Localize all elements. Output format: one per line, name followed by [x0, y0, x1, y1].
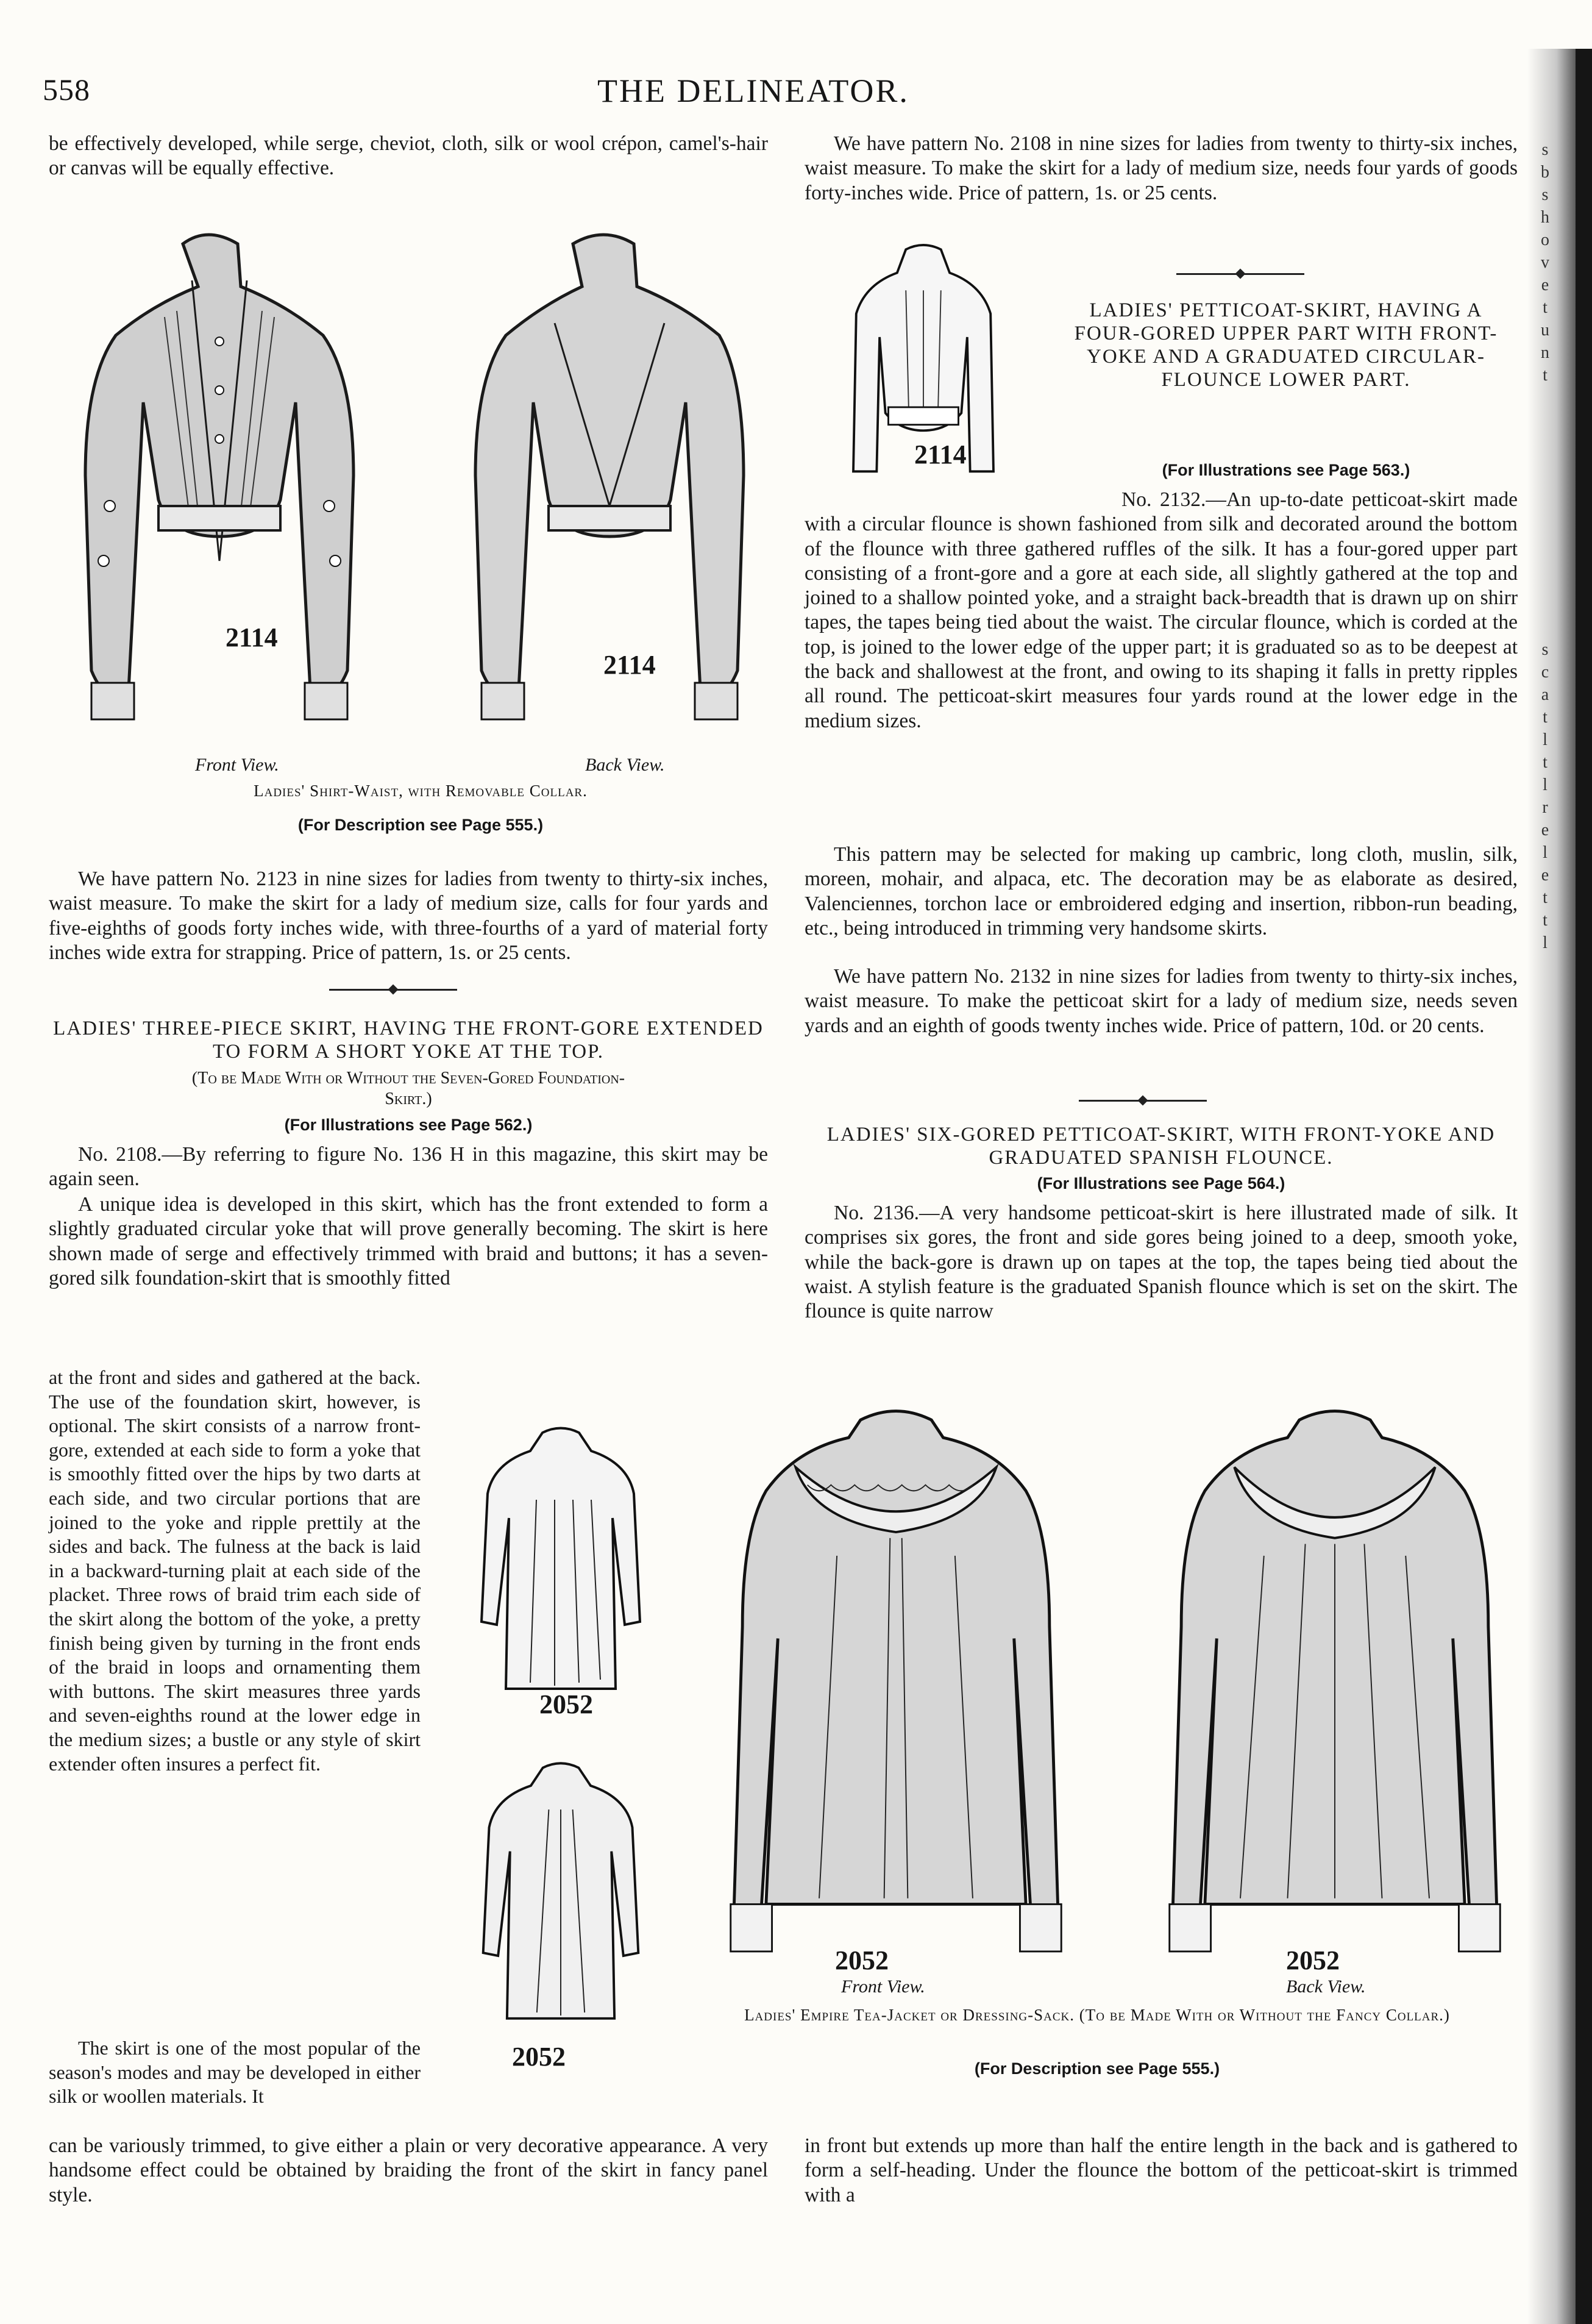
- tea-jacket-front-illustration: [713, 1402, 1079, 1969]
- margin-letter: u: [1541, 321, 1549, 340]
- shirt-waist-front-illustration: [49, 219, 390, 768]
- page-title: THE DELINEATOR.: [597, 73, 909, 109]
- margin-letter: l: [1543, 730, 1548, 749]
- tea-jacket-small-front-illustration: [469, 1420, 652, 1713]
- figure-label-2114-back: 2114: [603, 650, 656, 680]
- col1-intro-text: be effectively developed, while serge, cheviot, cloth, silk or wool crépon, camel's-hair or canvas will be equally effective.: [49, 132, 768, 180]
- note-2108: (For Illustrations see Page 562.): [284, 1116, 533, 1134]
- figure-label-2114-small: 2114: [914, 440, 967, 469]
- tea-jacket-back-illustration: [1152, 1402, 1518, 1969]
- margin-letter: e: [1541, 821, 1549, 839]
- para-2136: No. 2136.—A very handsome petticoat-skirt is here illustrated made of silk. It comprises six gores, the front and side gores being joined to a deep, smooth yoke, while the back-gore is drawn up on tapes at the top, the tapes being tied about the waist. A stylish feature is the graduated Spanish flounce which is set on the skirt. The flounce is quite narrow: [805, 1202, 1518, 1323]
- para-2108-b: A unique idea is developed in this skirt, which has the front extended to form a slightly graduated circular yoke that will prove generally becoming. The skirt is here shown made of serge and effectively trimmed with braid and buttons; it has a seven-gored silk foundation-skirt that is smoothly fitted: [49, 1193, 768, 1289]
- margin-letter: s: [1541, 140, 1549, 159]
- margin-bleed-letters-bottom: [1536, 640, 1554, 956]
- heading-2132: LADIES' PETTICOAT-SKIRT, HAVING A FOUR-GORED UPPER PART WITH FRONT-YOKE AND A GRADUATED CIRCULAR-FLOUNCE LOWER PART.: [1074, 299, 1498, 391]
- para-2132-b: This pattern may be selected for making up cambric, long cloth, muslin, silk, moreen, mohair, and alpaca, etc. The decoration may be as elaborate as desired, Valenciennes, torchon lace or embroidered edging and insertion, ribbon-run beading, etc., being introduced in trimming very handsome skirts.: [805, 843, 1518, 939]
- margin-bleed-letters-top: [1536, 140, 1554, 388]
- margin-letter: c: [1541, 663, 1549, 682]
- heading-2136: LADIES' SIX-GORED PETTICOAT-SKIRT, WITH FRONT-YOKE AND GRADUATED SPANISH FLOUNCE.: [826, 1124, 1496, 1169]
- para-2108-sizes: We have pattern No. 2108 in nine sizes for ladies from twenty to thirty-six inches, waist measure. To make the skirt for a lady of medium size, needs four yards of goods forty-inches wide. Price of pattern, 1s. or 25 cents.: [805, 132, 1518, 204]
- figure-label-2052-small-back: 2052: [512, 2042, 566, 2072]
- view-label-front: Front View.: [195, 755, 279, 775]
- page-number: 558: [43, 73, 90, 107]
- tea-jacket-small-back-illustration: [469, 1756, 652, 2042]
- note-2114: (For Description see Page 555.): [297, 816, 544, 834]
- note-2132: (For Illustrations see Page 563.): [1162, 461, 1410, 479]
- subheading-2108: (To be Made With or Without the Seven-Gored Foundation-Skirt.): [191, 1069, 625, 1108]
- margin-letter: v: [1541, 253, 1549, 272]
- margin-letter: t: [1543, 298, 1548, 317]
- margin-letter: t: [1543, 911, 1548, 930]
- para-2108-narrow: at the front and sides and gathered at the back. The use of the foundation skirt, however, is optional. The skirt consists of a narrow front-gore, extended at each side to form a yoke that is smoothly fitted over the hips by two darts at each side, and two circular portions that are joined to the yoke and ripple prettily at the sides and back. The fulness at the back is laid in a backward-turning plait at each side of the placket. Three rows of braid trim each side of the skirt along the bottom of the yoke, a pretty finish being given by turning in the front ends of the braid in loops and ornamenting them with buttons. The skirt measures three yards and seven-eighths round at the lower edge in the medium sizes; a bustle or any style of skirt extender often insures a perfect fit.: [49, 1366, 421, 1775]
- caption-2114: Ladies' Shirt-Waist, with Removable Collar.: [254, 782, 588, 800]
- margin-letter: l: [1543, 933, 1548, 952]
- margin-letter: t: [1543, 708, 1548, 727]
- margin-letter: s: [1541, 640, 1549, 659]
- figure-label-2052-small-front: 2052: [539, 1689, 593, 1719]
- para-2123: We have pattern No. 2123 in nine sizes for ladies from twenty to thirty-six inches, waist measure. To make the skirt for a lady of medium size, calls for four yards and five-eighths of goods forty inches wide, with three-fourths of a yard of material forty inches wide extra for strapping. Price of pattern, 1s. or 25 cents.: [49, 868, 768, 964]
- para-2108-a: No. 2108.—By referring to figure No. 136 H in this magazine, this skirt may be again seen.: [49, 1143, 768, 1191]
- col2-bottom-text: in front but extends up more than half the entire length in the back and is gathered to form a self-heading. Under the flounce the bottom of the petticoat-skirt is trimmed with a: [805, 2134, 1518, 2206]
- view-label-2052-back: Back View.: [1286, 1976, 1366, 1997]
- figure-label-2052-front: 2052: [835, 1945, 889, 1975]
- section-divider: [329, 989, 457, 991]
- margin-letter: l: [1543, 775, 1548, 794]
- para-2132-a: No. 2132.—An up-to-date petticoat-skirt made with a circular flounce is shown fashioned from silk and decorated around the bottom of the flounce with three gathered ruffles of the silk. It has a four-gored upper part consisting of a front-gore and a gore at each side, all slightly gathered at the top and joined to a shallow pointed yoke, and a straight back-breadth that is drawn up on shirr tapes, the tapes being tied about the waist. The circular flounce, which is corded at the top, is joined to the lower edge of the upper part; it is graduated so as to be deepest at the back and shallowest at the front, and owing to its shaping it falls in pretty ripples all round. The petticoat-skirt measures four yards round at the lower edge in the medium sizes.: [805, 488, 1518, 732]
- shirt-waist-small-illustration: [835, 238, 1012, 518]
- page-edge-strip: [1576, 49, 1592, 2324]
- margin-letter: e: [1541, 866, 1549, 885]
- caption-2052: Ladies' Empire Tea-Jacket or Dressing-Sack. (To be Made With or Without the Fancy Collar.): [744, 2006, 1450, 2024]
- margin-letter: o: [1541, 230, 1549, 249]
- shirt-waist-back-illustration: [445, 219, 774, 768]
- view-label-back: Back View.: [585, 755, 665, 775]
- margin-letter: e: [1541, 276, 1549, 294]
- para-2108-narrow-2: The skirt is one of the most popular of the season's modes and may be developed in either silk or woollen materials. It: [49, 2037, 421, 2108]
- section-divider: [1079, 1100, 1207, 1102]
- margin-letter: s: [1541, 185, 1549, 204]
- para-2132-c: We have pattern No. 2132 in nine sizes for ladies from twenty to thirty-six inches, waist measure. To make the petticoat skirt for a lady of medium size, needs seven yards and an eighth of goods twenty inches wide. Price of pattern, 10d. or 20 cents.: [805, 965, 1518, 1037]
- col1-bottom-text: can be variously trimmed, to give either a plain or very decorative appearance. A very handsome effect could be obtained by braiding the front of the skirt in fancy panel style.: [49, 2134, 768, 2206]
- margin-letter: l: [1543, 843, 1548, 862]
- figure-label-2052-back: 2052: [1286, 1945, 1340, 1975]
- margin-letter: r: [1542, 798, 1548, 817]
- margin-letter: t: [1543, 888, 1548, 907]
- margin-letter: t: [1543, 753, 1548, 772]
- margin-letter: t: [1543, 366, 1548, 385]
- section-divider: [1176, 273, 1304, 275]
- margin-letter: n: [1541, 343, 1549, 362]
- heading-2108: LADIES' THREE-PIECE SKIRT, HAVING THE FRONT-GORE EXTENDED TO FORM A SHORT YOKE AT THE TOP.: [53, 1018, 764, 1063]
- note-2052: (For Description see Page 555.): [974, 2059, 1220, 2078]
- note-2136: (For Illustrations see Page 564.): [1037, 1174, 1285, 1192]
- margin-letter: a: [1541, 685, 1549, 704]
- margin-letter: h: [1541, 208, 1549, 227]
- figure-label-2114-front: 2114: [226, 622, 278, 652]
- margin-letter: b: [1541, 163, 1549, 182]
- view-label-2052-front: Front View.: [841, 1976, 925, 1997]
